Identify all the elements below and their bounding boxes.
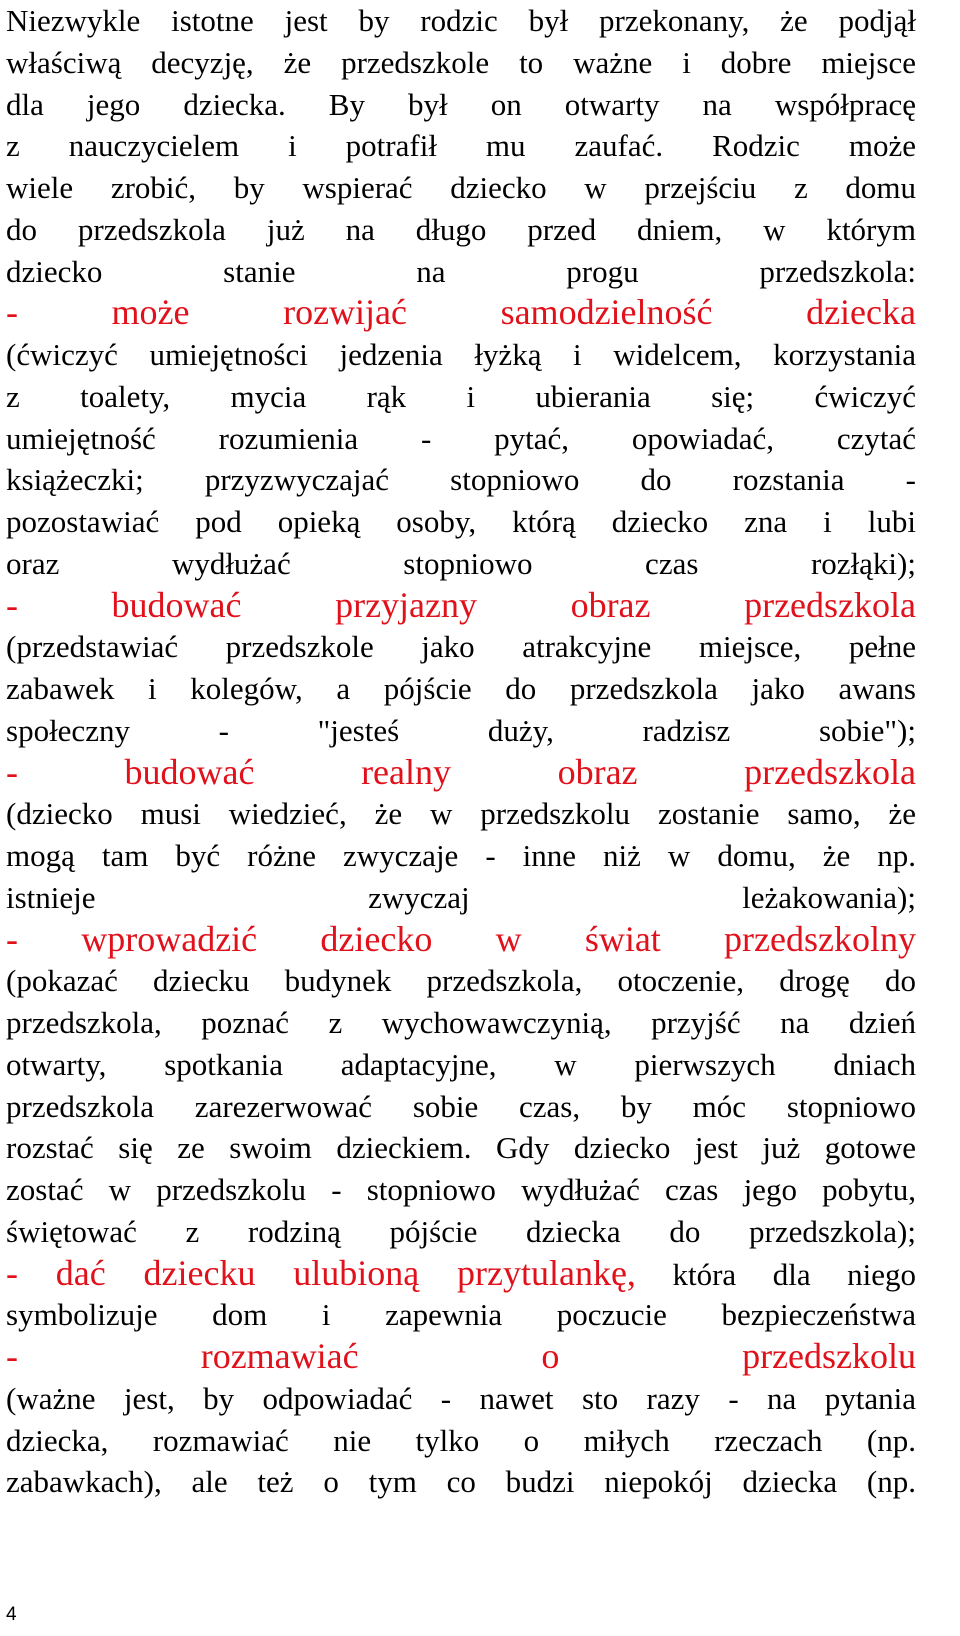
text-line: umiejętność rozumienia - pytać, opowiadać, czytać [6,420,916,456]
text-line: zostać w przedszkolu - stopniowo wydłużać czas jego pobytu, [6,1172,916,1207]
highlight-heading: - wprowadzić dziecko w świat przedszkolny [6,918,916,959]
highlight-heading: - budować realny obraz przedszkola [6,751,916,792]
text-line: książeczki; przyzwyczajać stopniowo do rozstania - [6,462,916,498]
text-line: do przedszkola już na długo przed dniem, w którym [6,211,916,247]
text-line: Niezwykle istotne jest by rodzic był przekonany, że podjął [6,3,916,38]
text-line: istnieje zwyczaj leżakowania); [6,879,916,915]
text-line: dziecko stanie na progu przedszkola: [6,253,916,289]
highlight-heading: - może rozwijać samodzielność dziecka [6,292,916,333]
highlight-heading: - budować przyjazny obraz przedszkola [6,584,916,625]
text-line: symbolizuje dom i zapewnia poczucie bezpieczeństwa [6,1297,916,1333]
text-line: otwarty, spotkania adaptacyjne, w pierwszych dniach [6,1046,916,1082]
text-line: wiele zrobić, by wspierać dziecko w przejściu z domu [6,170,916,205]
text-line: rozstać się ze swoim dzieckiem. Gdy dziecko jest już gotowe [6,1130,916,1166]
text-line: z nauczycielem i potrafił mu zaufać. Rodzic może [6,128,916,164]
text-line: społeczny - "jesteś duży, radzisz sobie"); [6,712,916,748]
text-line: z toalety, mycia rąk i ubierania się; ćwiczyć [6,378,916,414]
text-line: (przedstawiać przedszkole jako atrakcyjne miejsce, pełne [6,629,916,665]
text-fragment: która dla niego [672,1256,916,1292]
highlight-heading: - rozmawiać o przedszkolu [6,1336,916,1376]
text-line: oraz wydłużać stopniowo czas rozłąki); [6,545,916,581]
text-line: (ćwiczyć umiejętności jedzenia łyżką i widelcem, korzystania [6,337,916,372]
text-line: dziecka, rozmawiać nie tylko o miłych rzeczach (np. [6,1422,916,1458]
text-line: przedszkola zarezerwować sobie czas, by móc stopniowo [6,1088,916,1124]
text-line: przedszkola, poznać z wychowawczynią, przyjść na dzień [6,1005,916,1040]
text-line: zabawek i kolegów, a pójście do przedszkola jako awans [6,671,916,706]
text-line: (ważne jest, by odpowiadać - nawet sto razy - na pytania [6,1380,916,1416]
text-line: (dziecko musi wiedzieć, że w przedszkolu zostanie samo, że [6,796,916,832]
page-number: 4 [6,1604,17,1625]
text-line: dla jego dziecka. By był on otwarty na współpracę [6,86,916,122]
text-line: mogą tam być różne zwyczaje - inne niż w domu, że np. [6,838,916,873]
text-line: świętować z rodziną pójście dziecka do przedszkola); [6,1213,916,1249]
highlight-heading: - dać dziecku ulubioną przytulankę, [6,1252,636,1293]
mixed-line [6,1253,916,1295]
text-line: zabawkach), ale też o tym co budzi niepokój dziecka (np. [6,1464,916,1500]
text-line: (pokazać dziecku budynek przedszkola, otoczenie, drogę do [6,963,916,999]
text-line: właściwą decyzję, że przedszkole to ważne i dobre miejsce [6,44,916,80]
text-line: pozostawiać pod opieką osoby, którą dziecko zna i lubi [6,504,916,539]
document-page [6,0,916,1503]
